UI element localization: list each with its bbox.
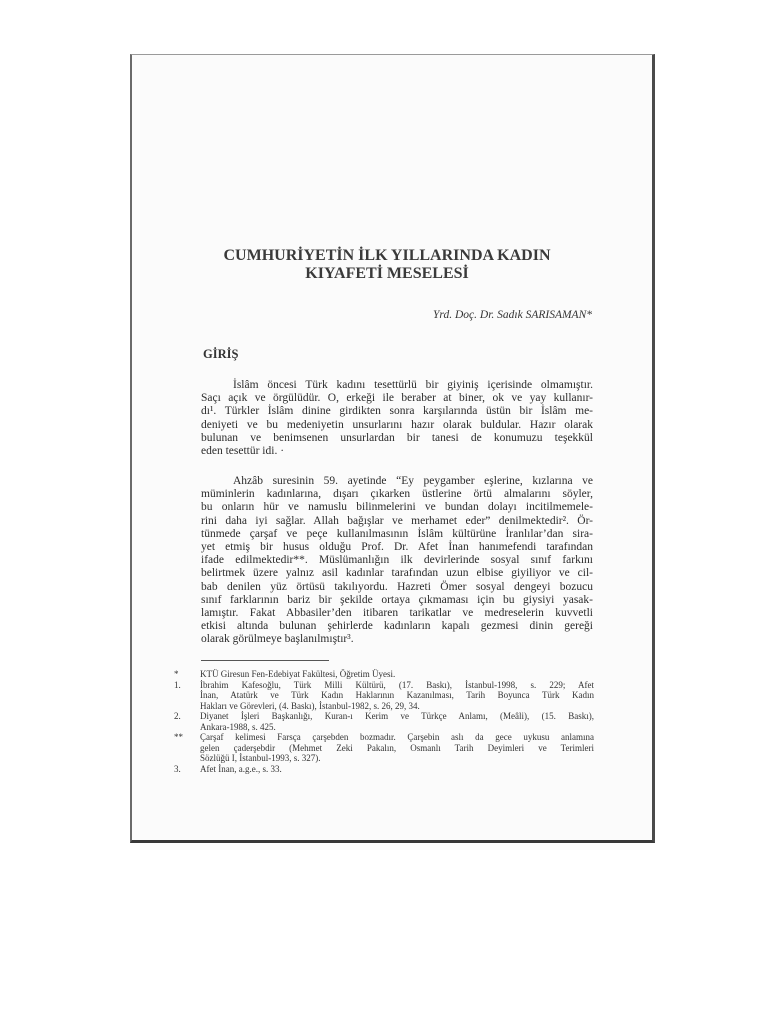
text-line: olarak görülmeye başlanılmıştır³. (201, 633, 354, 646)
section-heading: GİRİŞ (203, 347, 239, 361)
footnote (174, 711, 594, 732)
footnote-line: KTÜ Giresun Fen-Edebiyat Fakültesi, Öğretim Üyesi. (200, 669, 396, 679)
footnote-text (200, 680, 594, 712)
title-line-1: CUMHURİYETİN İLK YILLARINDA KADIN (223, 247, 551, 264)
title-line-2: KIYAFETİ MESELESİ (305, 265, 469, 282)
text-line: Saçı açık ve örgülüdür. O, erkeği ile beraber at biner, ok ve yay kullanır- (201, 392, 593, 405)
footnote-line: İnan, Atatürk ve Türk Kadın Haklarının Kazanılması, Tarih Boyunca Türk Kadın (200, 690, 594, 700)
author-byline: Yrd. Doç. Dr. Sadık SARISAMAN* (433, 309, 592, 321)
footnote-text (200, 732, 594, 764)
footnote-text (200, 711, 594, 732)
footnote-divider (201, 660, 329, 661)
text-line: İslâm öncesi Türk kadını tesettürlü bir giyiniş içerisinde olmamıştır. (233, 379, 593, 391)
footnote-line: gelen çaderşebdir (Mehmet Zeki Pakalın, Osmanlı Tarih Deyimleri ve Terimleri (200, 742, 594, 753)
text-line: eden tesettür idi. · (201, 445, 285, 458)
paragraph-1 (201, 379, 593, 458)
footnote-line: Afet İnan, a.g.e., s. 33. (200, 763, 282, 774)
footnote (174, 764, 594, 775)
footnote-mark: 2. (174, 711, 181, 721)
text-line: bulunan ve benimsenen unsurlardan bir tanesi de konumuzu teşekkül (201, 431, 593, 444)
text-line: lamıştır. Fakat Abbasiler’den itibaren tarikatlar ve medreselerin kuvvetli (201, 607, 593, 620)
footnote-text (200, 669, 594, 680)
text-line: deniyeti ve bu medeniyetin unsurlarını hazır olarak buldular. Hazır olarak (201, 418, 593, 431)
text-line: bu onların hür ve namuslu bilinmelerini ve bundan dolayı incitilmemele- (201, 501, 593, 514)
scanned-page (130, 54, 655, 843)
footnote-line: Çarşaf kelimesi Farsça çarşebden bozmadır. Çarşebin aslı da gece uykusu anlamına (200, 732, 594, 742)
text-line: sınıf farklarının bariz bir şekilde ortaya çıkmaması için bu giysiyi yasak- (201, 593, 593, 606)
footnote-text (200, 764, 594, 775)
text-line: bab denilen yüz örtüsü takılıyordu. Hazreti Ömer sosyal dengeyi bozucu (201, 580, 593, 593)
footnote-line: Sözlüğü I, İstanbul-1993, s. 327). (200, 753, 321, 763)
paragraph-2 (201, 475, 593, 647)
footnote-line: Hakları ve Görevleri, (4. Baskı), İstanbul-1982, s. 26, 29, 34. (200, 700, 420, 711)
footnote-line: Ankara-1988, s. 425. (200, 721, 276, 732)
footnote-mark: * (174, 669, 179, 679)
article-title (192, 247, 582, 283)
footnote (174, 669, 594, 680)
footnote (174, 680, 594, 712)
text-line: ifade edilmektedir**. Müslümanlığın ilk devirlerinde sosyal sınıf farkını (201, 554, 593, 567)
text-line: müminlerin kadınlarına, dışarı çıkarken üstlerine örtü almalarını söyler, (201, 488, 593, 501)
text-line: belirtmek üzere yalnız asil kadınlar tarafından uzun elbise giyiliyor ve cil- (201, 567, 593, 580)
footnote (174, 732, 594, 764)
footnote-line: İbrahim Kafesoğlu, Türk Milli Kültürü, (17. Baskı), İstanbul-1998, s. 229; Afet (200, 679, 594, 690)
text-line: Ahzâb suresinin 59. ayetinde “Ey peygamber eşlerine, kızlarına ve (233, 475, 593, 487)
text-line: dı¹. Türkler İslâm dinine girdikten sonra karşılarında üstün bir İslâm me- (201, 405, 593, 418)
footnote-mark: 1. (174, 679, 181, 690)
text-line: rini daha iyi sağlar. Allah bağışlar ve merhamet eder” denilmektedir². Ör- (201, 514, 593, 527)
footnotes (174, 669, 594, 774)
text-line: yet etmiş bir husus olduğu Prof. Dr. Afet İnan hanımefendi tarafından (201, 541, 593, 554)
footnote-mark: ** (174, 732, 183, 742)
footnote-line: Diyanet İşleri Başkanlığı, Kuran-ı Kerim ve Türkçe Anlamı, (Meâli), (15. Baskı), (200, 711, 594, 721)
text-line: tünmede çarşaf ve peçe kullanılmasının İslâm kültürüne İranlılar’dan sira- (201, 527, 593, 540)
text-line: etkisi altında bulunan şehirlerde kadınların kapalı gezmesi dinin gereği (201, 620, 593, 633)
footnote-mark: 3. (174, 763, 181, 774)
